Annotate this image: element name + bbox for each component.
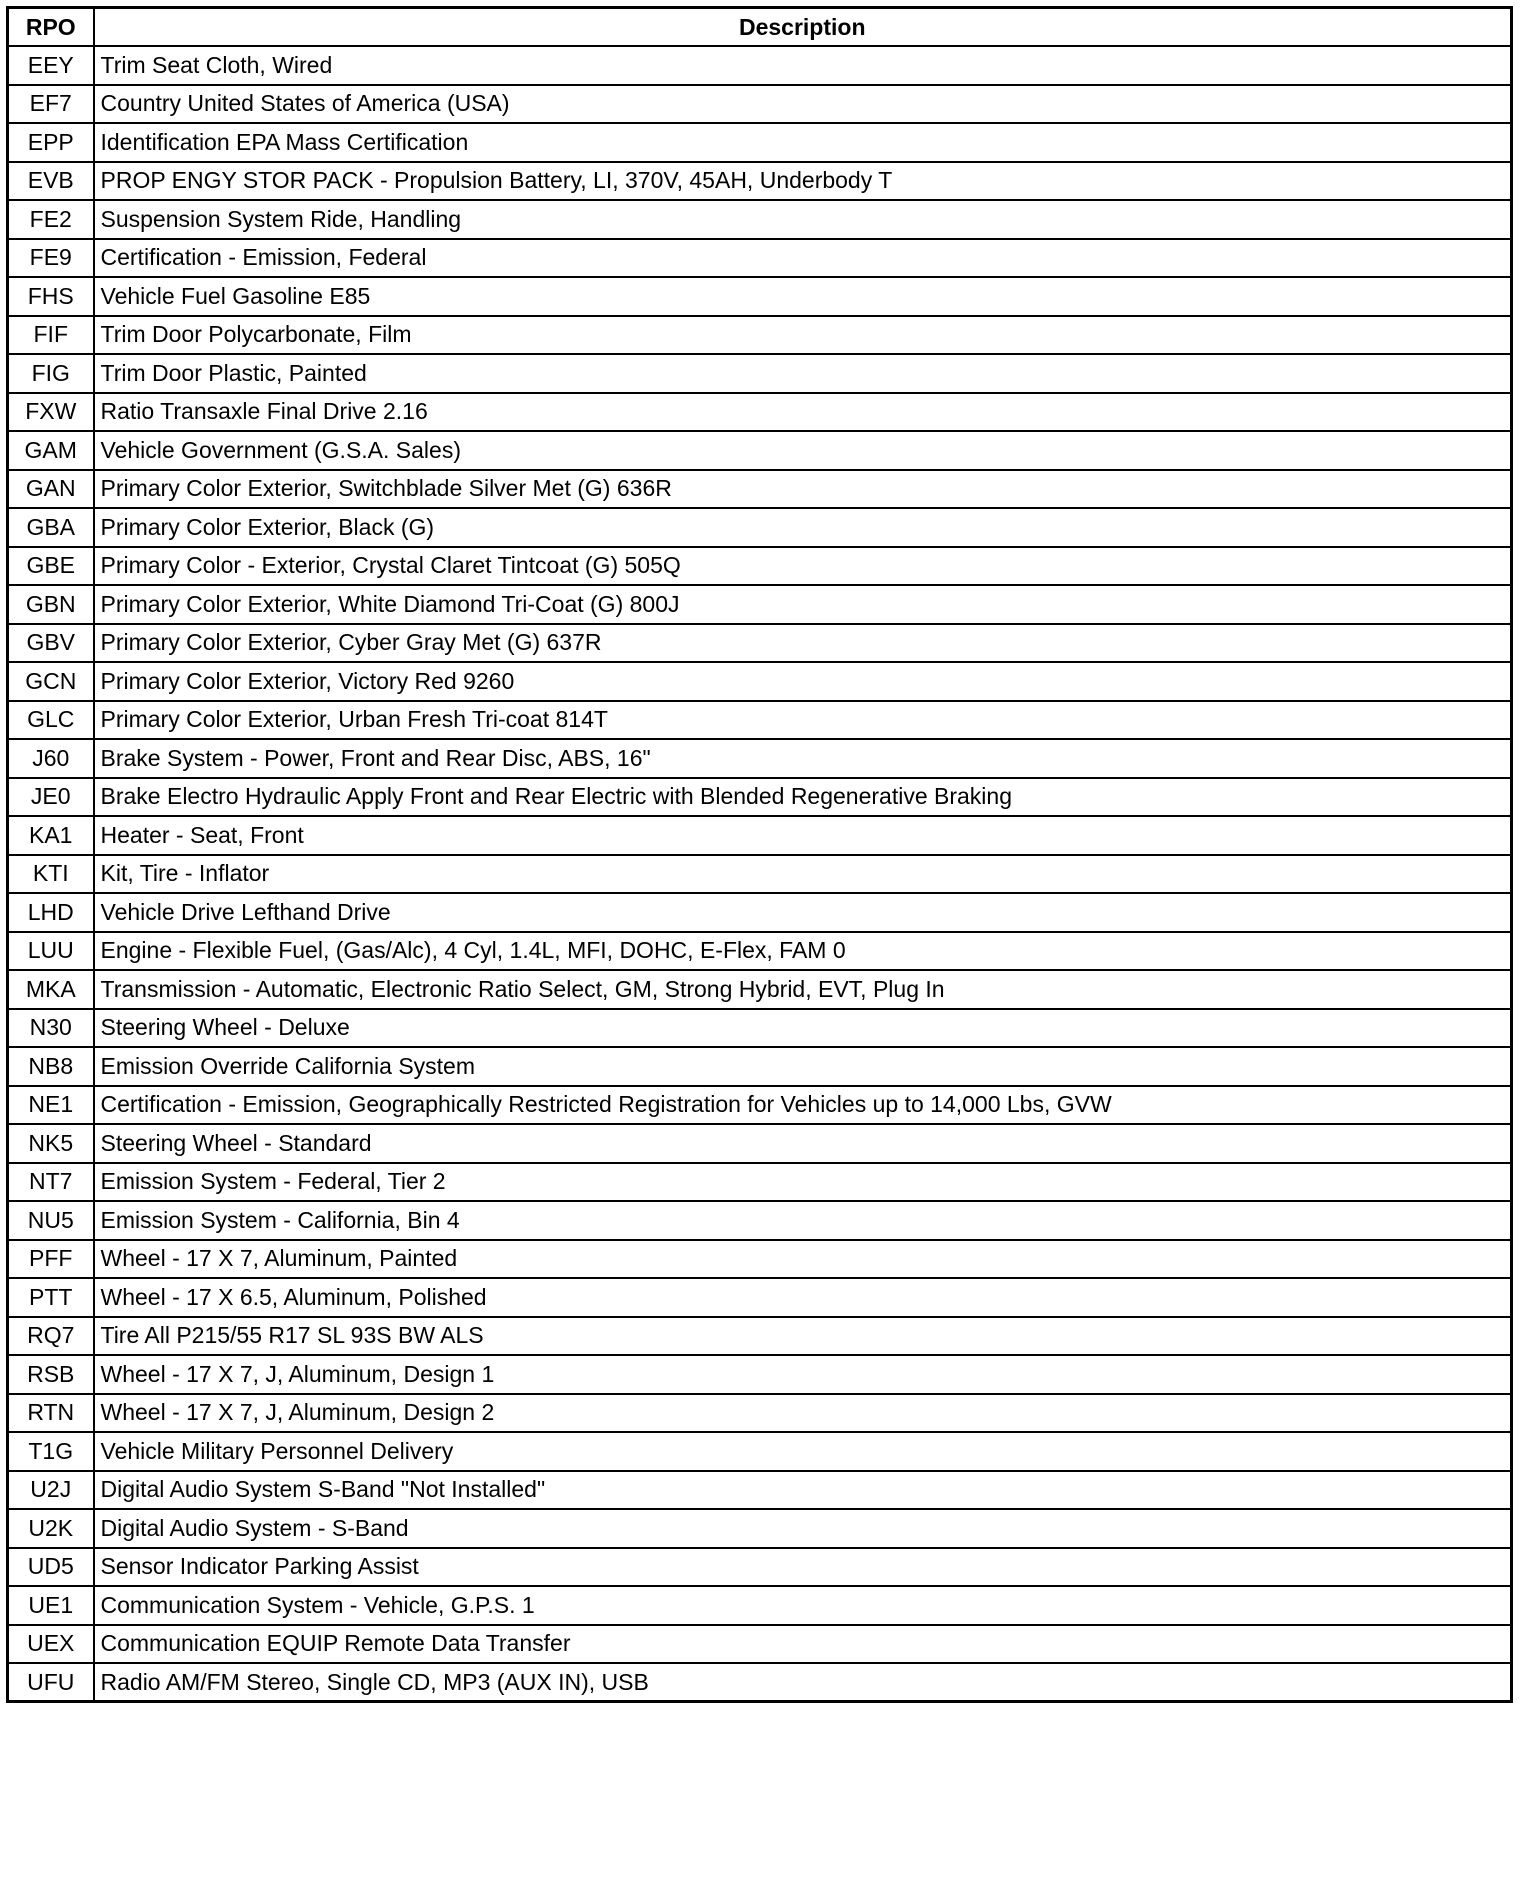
description-cell: Primary Color Exterior, Victory Red 9260 xyxy=(94,662,1512,701)
table-row xyxy=(8,1086,1512,1125)
rpo-code-cell: GBE xyxy=(8,547,94,586)
table-row xyxy=(8,1663,1512,1702)
rpo-code-cell: FIG xyxy=(8,354,94,393)
description-cell: Ratio Transaxle Final Drive 2.16 xyxy=(94,393,1512,432)
rpo-code-cell: FIF xyxy=(8,316,94,355)
description-cell: Trim Seat Cloth, Wired xyxy=(94,46,1512,85)
table-row xyxy=(8,624,1512,663)
description-cell: Emission Override California System xyxy=(94,1047,1512,1086)
description-cell: Engine - Flexible Fuel, (Gas/Alc), 4 Cyl, 1.4L, MFI, DOHC, E-Flex, FAM 0 xyxy=(94,932,1512,971)
rpo-code-cell: UD5 xyxy=(8,1548,94,1587)
description-cell: Brake System - Power, Front and Rear Disc, ABS, 16" xyxy=(94,739,1512,778)
rpo-code-cell: PFF xyxy=(8,1240,94,1279)
description-cell: Identification EPA Mass Certification xyxy=(94,123,1512,162)
table-row xyxy=(8,470,1512,509)
table-row xyxy=(8,1394,1512,1433)
rpo-code-cell: GBV xyxy=(8,624,94,663)
description-cell: Kit, Tire - Inflator xyxy=(94,855,1512,894)
table-row xyxy=(8,200,1512,239)
rpo-code-cell: GAN xyxy=(8,470,94,509)
table-row xyxy=(8,778,1512,817)
table-row xyxy=(8,739,1512,778)
table-row xyxy=(8,393,1512,432)
table-row xyxy=(8,816,1512,855)
rpo-code-cell: LUU xyxy=(8,932,94,971)
rpo-code-cell: GLC xyxy=(8,701,94,740)
table-row xyxy=(8,893,1512,932)
rpo-code-cell: UFU xyxy=(8,1663,94,1702)
table-row xyxy=(8,1009,1512,1048)
description-cell: Primary Color - Exterior, Crystal Claret Tintcoat (G) 505Q xyxy=(94,547,1512,586)
rpo-code-cell: KA1 xyxy=(8,816,94,855)
rpo-code-cell: RQ7 xyxy=(8,1317,94,1356)
description-cell: Wheel - 17 X 7, Aluminum, Painted xyxy=(94,1240,1512,1279)
table-row xyxy=(8,1201,1512,1240)
description-cell: Trim Door Polycarbonate, Film xyxy=(94,316,1512,355)
description-cell: Trim Door Plastic, Painted xyxy=(94,354,1512,393)
rpo-code-cell: EF7 xyxy=(8,85,94,124)
rpo-code-cell: RTN xyxy=(8,1394,94,1433)
table-row xyxy=(8,354,1512,393)
rpo-table xyxy=(6,6,1513,1703)
description-cell: Steering Wheel - Standard xyxy=(94,1124,1512,1163)
table-row xyxy=(8,277,1512,316)
description-cell: Emission System - California, Bin 4 xyxy=(94,1201,1512,1240)
description-cell: Primary Color Exterior, Cyber Gray Met (G) 637R xyxy=(94,624,1512,663)
description-cell: Wheel - 17 X 7, J, Aluminum, Design 1 xyxy=(94,1355,1512,1394)
description-cell: Primary Color Exterior, White Diamond Tri-Coat (G) 800J xyxy=(94,585,1512,624)
table-row xyxy=(8,1432,1512,1471)
rpo-code-cell: PTT xyxy=(8,1278,94,1317)
rpo-table-container xyxy=(6,6,1510,1703)
rpo-code-cell: JE0 xyxy=(8,778,94,817)
rpo-code-cell: GBA xyxy=(8,508,94,547)
table-row xyxy=(8,547,1512,586)
rpo-code-cell: MKA xyxy=(8,970,94,1009)
description-cell: Wheel - 17 X 7, J, Aluminum, Design 2 xyxy=(94,1394,1512,1433)
rpo-code-cell: U2K xyxy=(8,1509,94,1548)
rpo-code-cell: N30 xyxy=(8,1009,94,1048)
description-cell: Brake Electro Hydraulic Apply Front and Rear Electric with Blended Regenerative Braking xyxy=(94,778,1512,817)
rpo-code-cell: UEX xyxy=(8,1625,94,1664)
table-row xyxy=(8,1548,1512,1587)
table-header-row xyxy=(8,8,1512,47)
rpo-code-cell: RSB xyxy=(8,1355,94,1394)
rpo-code-cell: EVB xyxy=(8,162,94,201)
table-row xyxy=(8,1278,1512,1317)
rpo-code-cell: FXW xyxy=(8,393,94,432)
table-row xyxy=(8,855,1512,894)
description-cell: Vehicle Fuel Gasoline E85 xyxy=(94,277,1512,316)
table-row xyxy=(8,431,1512,470)
table-row xyxy=(8,701,1512,740)
description-cell: Tire All P215/55 R17 SL 93S BW ALS xyxy=(94,1317,1512,1356)
rpo-code-cell: LHD xyxy=(8,893,94,932)
table-row xyxy=(8,1317,1512,1356)
table-body xyxy=(8,46,1512,1702)
table-row xyxy=(8,662,1512,701)
rpo-code-cell: FE2 xyxy=(8,200,94,239)
description-cell: Digital Audio System S-Band "Not Installed" xyxy=(94,1471,1512,1510)
table-row xyxy=(8,1047,1512,1086)
rpo-code-cell: KTI xyxy=(8,855,94,894)
rpo-code-cell: NK5 xyxy=(8,1124,94,1163)
description-cell: Suspension System Ride, Handling xyxy=(94,200,1512,239)
description-cell: Certification - Emission, Federal xyxy=(94,239,1512,278)
table-row xyxy=(8,1240,1512,1279)
table-row xyxy=(8,1625,1512,1664)
description-cell: Digital Audio System - S-Band xyxy=(94,1509,1512,1548)
table-row xyxy=(8,1124,1512,1163)
table-row xyxy=(8,1586,1512,1625)
rpo-code-cell: GBN xyxy=(8,585,94,624)
description-cell: Certification - Emission, Geographically Restricted Registration for Vehicles up to 14,000 Lbs, GVW xyxy=(94,1086,1512,1125)
table-row xyxy=(8,316,1512,355)
description-cell: PROP ENGY STOR PACK - Propulsion Battery, LI, 370V, 45AH, Underbody T xyxy=(94,162,1512,201)
table-row xyxy=(8,239,1512,278)
description-cell: Heater - Seat, Front xyxy=(94,816,1512,855)
rpo-code-cell: UE1 xyxy=(8,1586,94,1625)
table-row xyxy=(8,123,1512,162)
description-cell: Communication System - Vehicle, G.P.S. 1 xyxy=(94,1586,1512,1625)
description-cell: Wheel - 17 X 6.5, Aluminum, Polished xyxy=(94,1278,1512,1317)
description-cell: Sensor Indicator Parking Assist xyxy=(94,1548,1512,1587)
table-row xyxy=(8,508,1512,547)
description-cell: Steering Wheel - Deluxe xyxy=(94,1009,1512,1048)
rpo-code-cell: FE9 xyxy=(8,239,94,278)
rpo-code-cell: T1G xyxy=(8,1432,94,1471)
rpo-column-header: RPO xyxy=(8,8,94,47)
description-cell: Emission System - Federal, Tier 2 xyxy=(94,1163,1512,1202)
rpo-code-cell: NU5 xyxy=(8,1201,94,1240)
description-cell: Primary Color Exterior, Urban Fresh Tri-coat 814T xyxy=(94,701,1512,740)
rpo-code-cell: GCN xyxy=(8,662,94,701)
table-row xyxy=(8,932,1512,971)
rpo-code-cell: U2J xyxy=(8,1471,94,1510)
description-cell: Vehicle Drive Lefthand Drive xyxy=(94,893,1512,932)
rpo-code-cell: EPP xyxy=(8,123,94,162)
table-row xyxy=(8,162,1512,201)
table-row xyxy=(8,46,1512,85)
description-cell: Vehicle Military Personnel Delivery xyxy=(94,1432,1512,1471)
rpo-code-cell: NT7 xyxy=(8,1163,94,1202)
description-cell: Transmission - Automatic, Electronic Ratio Select, GM, Strong Hybrid, EVT, Plug In xyxy=(94,970,1512,1009)
table-row xyxy=(8,1471,1512,1510)
rpo-code-cell: J60 xyxy=(8,739,94,778)
description-cell: Communication EQUIP Remote Data Transfer xyxy=(94,1625,1512,1664)
table-row xyxy=(8,85,1512,124)
description-cell: Country United States of America (USA) xyxy=(94,85,1512,124)
table-row xyxy=(8,1509,1512,1548)
table-row xyxy=(8,1355,1512,1394)
description-cell: Primary Color Exterior, Black (G) xyxy=(94,508,1512,547)
table-row xyxy=(8,1163,1512,1202)
table-row xyxy=(8,585,1512,624)
table-row xyxy=(8,970,1512,1009)
description-column-header: Description xyxy=(94,8,1512,47)
rpo-code-cell: FHS xyxy=(8,277,94,316)
rpo-code-cell: EEY xyxy=(8,46,94,85)
description-cell: Vehicle Government (G.S.A. Sales) xyxy=(94,431,1512,470)
rpo-code-cell: NE1 xyxy=(8,1086,94,1125)
rpo-code-cell: NB8 xyxy=(8,1047,94,1086)
description-cell: Radio AM/FM Stereo, Single CD, MP3 (AUX IN), USB xyxy=(94,1663,1512,1702)
rpo-code-cell: GAM xyxy=(8,431,94,470)
description-cell: Primary Color Exterior, Switchblade Silver Met (G) 636R xyxy=(94,470,1512,509)
